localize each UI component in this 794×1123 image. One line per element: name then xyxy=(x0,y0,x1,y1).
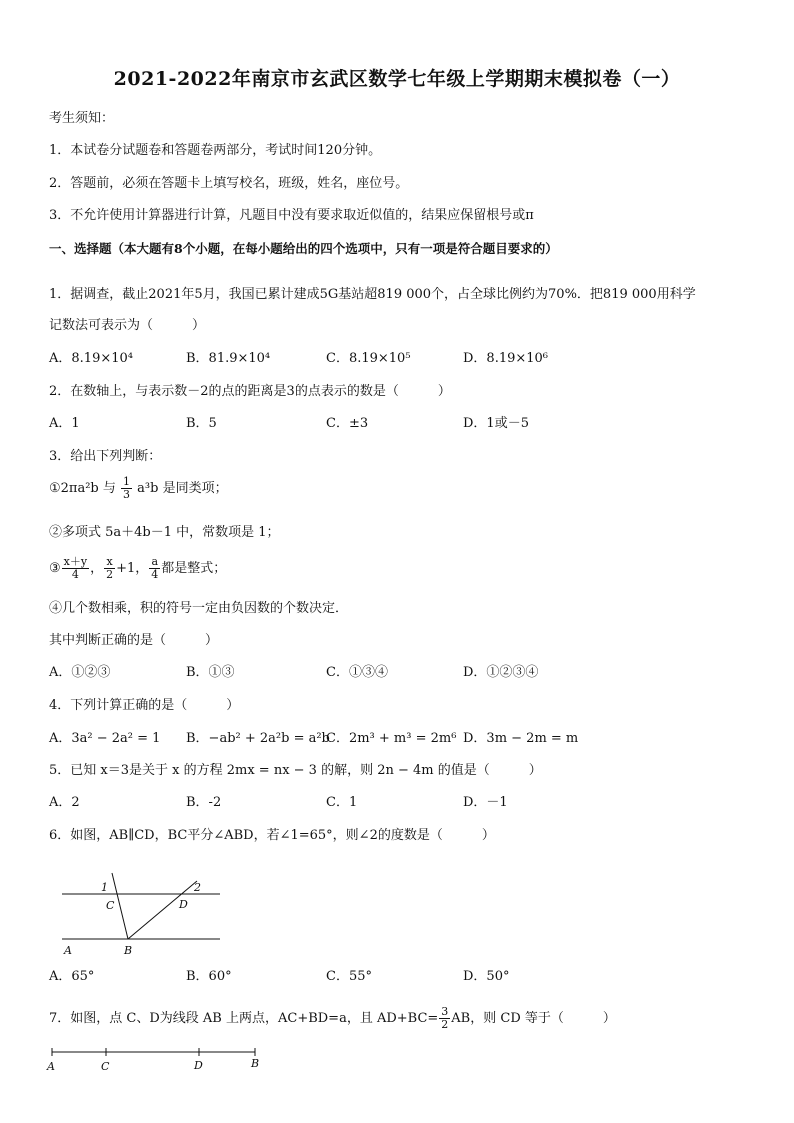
notice-item-3: 3．不允许使用计算器进行计算，凡题目中没有要求取近似值的，结果应保留根号或π xyxy=(49,208,534,223)
q2-stem: 2．在数轴上，与表示数－2的点的距离是3的点表示的数是（ ） xyxy=(49,384,451,399)
q3-stem: 3．给出下列判断： xyxy=(49,449,162,464)
angle-2-label: 2 xyxy=(194,881,201,894)
q3-j1-suffix: a³b 是同类项； xyxy=(137,481,228,496)
q5-option-c: C．1 xyxy=(326,795,358,810)
q5-stem: 5．已知 x＝3是关于 x 的方程 2mx = nx − 3 的解，则 2n − 4m 的值是（ ） xyxy=(49,763,542,778)
q7-stem: 7．如图，点 C、D为线段 AB 上两点，AC+BD=a，且 AD+BC= $\frac{3}{2}$ AB，则 CD 等于（ ） xyxy=(49,1005,616,1031)
q3-judgement-2: ②多项式 5a＋4b－1 中，常数项是 1； xyxy=(49,525,280,540)
q6-figure xyxy=(55,868,230,960)
q6-option-b: B．60° xyxy=(186,969,232,984)
q1-option-c: C．8.19×10⁵ xyxy=(326,351,411,366)
q3-judgement-1 xyxy=(49,476,228,501)
q4-option-a: A．3a² − 2a² = 1 xyxy=(49,731,161,746)
point-d-label: D xyxy=(194,1059,203,1072)
q3-option-b: B．①③ xyxy=(186,665,235,680)
q7-figure xyxy=(45,1044,270,1076)
q6-option-d: D．50° xyxy=(463,969,510,984)
point-a-label: A xyxy=(64,944,72,957)
q3-option-d: D．①②③④ xyxy=(463,665,539,680)
q3-j3-fraction-3: $\frac{a}{4}$ xyxy=(151,555,159,581)
q2-option-c: C．±3 xyxy=(326,416,369,431)
q3-j1-fraction: $\frac{1}{3}$ xyxy=(123,475,131,501)
point-c-label: C xyxy=(101,1060,110,1073)
q6-option-a: A．65° xyxy=(49,969,95,984)
point-c-label: C xyxy=(106,899,115,912)
q3-judgement-4: ④几个数相乘，积的符号一定由负因数的个数决定． xyxy=(49,601,349,616)
q2-option-b: B．5 xyxy=(186,416,217,431)
q3-judgement-3: ③ $\frac{x+y}{4}$ ， $\frac{x}{2}$ +1， $\frac{a}{4}$ 都是整式； xyxy=(49,555,227,581)
angle-1-label: 1 xyxy=(101,881,108,894)
q1-option-a: A．8.19×10⁴ xyxy=(49,351,133,366)
q3-j1-prefix: ①2πa²b 与 xyxy=(49,481,116,496)
q2-option-a: A．1 xyxy=(49,416,80,431)
q7-fraction: $\frac{3}{2}$ xyxy=(441,1005,449,1031)
q1-stem-line1: 1．据调查，截止2021年5月，我国已累计建成5G基站超819 000个，占全球比例约为70%．把819 000用科学 xyxy=(49,287,696,302)
q3-option-a: A．①②③ xyxy=(49,665,111,680)
point-d-label: D xyxy=(179,898,188,911)
section-heading: 一、选择题（本大题有8个小题，在每小题给出的四个选项中，只有一项是符合题目要求的） xyxy=(49,241,558,256)
notice-item-2: 2．答题前，必须在答题卡上填写校名，班级，姓名，座位号。 xyxy=(49,176,409,191)
q3-j3-fraction-1: $\frac{x+y}{4}$ xyxy=(63,555,88,581)
notice-item-1: 1．本试卷分试题卷和答题卷两部分，考试时间120分钟。 xyxy=(49,143,382,158)
q4-option-c: C．2m³ + m³ = 2m⁶ xyxy=(326,731,457,746)
q2-option-d: D．1或－5 xyxy=(463,416,529,431)
q5-option-b: B．-2 xyxy=(186,795,222,810)
q6-option-c: C．55° xyxy=(326,969,372,984)
q5-option-d: D．－1 xyxy=(463,795,508,810)
q6-stem: 6．如图，AB∥CD，BC平分∠ABD，若∠1=65°，则∠2的度数是（ ） xyxy=(49,828,495,843)
point-a-label: A xyxy=(47,1060,55,1073)
notice-heading: 考生须知： xyxy=(49,111,115,126)
point-b-label: B xyxy=(251,1057,260,1070)
q4-stem: 4．下列计算正确的是（ ） xyxy=(49,698,240,713)
q3-ask: 其中判断正确的是（ ） xyxy=(49,633,219,648)
q3-j3-fraction-2: $\frac{x}{2}$ xyxy=(106,555,114,581)
q4-option-b: B．−ab² + 2a²b = a²b xyxy=(186,731,330,746)
q1-option-b: B．81.9×10⁴ xyxy=(186,351,271,366)
q1-option-d: D．8.19×10⁶ xyxy=(463,351,549,366)
point-b-label: B xyxy=(124,944,133,957)
q4-option-d: D．3m − 2m = m xyxy=(463,731,579,746)
q5-option-a: A．2 xyxy=(49,795,80,810)
q1-stem-line2: 记数法可表示为（ ） xyxy=(49,318,206,333)
q3-option-c: C．①③④ xyxy=(326,665,388,680)
page-title: 2021-2022年南京市玄武区数学七年级上学期期末模拟卷（一） xyxy=(113,68,681,90)
